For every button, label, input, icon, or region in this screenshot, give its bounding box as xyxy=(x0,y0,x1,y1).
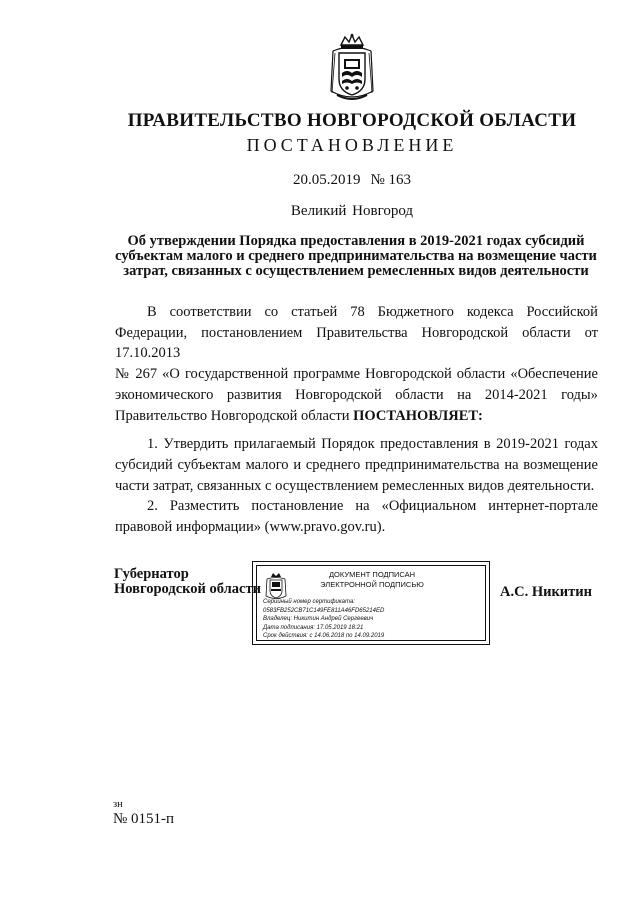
body-word: Разместить xyxy=(169,498,240,515)
city: Великий Новгород xyxy=(290,203,414,219)
certificate-serial: 0583FB252CB71C149FE811A46FD65214ED xyxy=(263,607,385,614)
body-word: В xyxy=(147,304,157,320)
subject-line: затрат, связанных с осуществлением ремесленных видов деятельности xyxy=(123,263,589,279)
body-word: «Официальном xyxy=(381,498,477,515)
body-line: № 267 «О государственной программе Новгородской области «Обеспечение xyxy=(115,366,598,383)
body-word: 2. xyxy=(147,498,158,515)
body-line: правовой информации» (www.pravo.gov.ru). xyxy=(115,519,386,536)
certificate-owner: Владелец: Никитин Андрей Сергеевич xyxy=(263,616,374,623)
body-line xyxy=(115,385,598,406)
document-subject xyxy=(112,234,600,279)
body-word: постановление xyxy=(251,498,344,515)
signer-name: А.С. Никитин xyxy=(500,584,592,600)
body-word: развития xyxy=(226,386,282,403)
body-line: субсидий субъектам малого и среднего предпринимательства на возмещение xyxy=(115,456,598,473)
body-word: 78 xyxy=(350,304,365,320)
document-type: ПОСТАНОВЛЕНИЕ xyxy=(246,135,458,155)
body-text: Правительство Новгородской области xyxy=(115,407,354,424)
body-line xyxy=(115,496,598,517)
body-word: Новгородской xyxy=(295,386,382,403)
body-word: со xyxy=(264,304,279,320)
signer-region: Новгородской области xyxy=(114,581,261,597)
executor-initials: зн xyxy=(113,799,123,810)
body-line xyxy=(115,406,598,427)
body-line: 1. Утвердить прилагаемый Порядок предоставления в 2019-2021 годах xyxy=(147,436,598,453)
subject-line: субъектам малого и среднего предпринимательства на возмещение части xyxy=(115,248,597,264)
body-word: годы» xyxy=(561,386,598,403)
body-word: экономического xyxy=(115,386,214,403)
registration-number: № 0151-п xyxy=(113,811,175,827)
government-title: ПРАВИТЕЛЬСТВО НОВГОРОДСКОЙ ОБЛАСТИ xyxy=(127,110,577,131)
body-line: части затрат, связанных с осуществлением ремесленных видов деятельности. xyxy=(115,477,595,494)
document-body xyxy=(115,302,598,538)
document-number: № 163 xyxy=(370,172,412,188)
electronic-signature-stamp xyxy=(252,561,490,645)
body-line xyxy=(115,302,598,323)
certificate-serial-label: Серийный номер сертификата: xyxy=(263,599,355,605)
body-word: соответствии xyxy=(169,304,252,320)
body-word: интернет-портале xyxy=(488,498,598,515)
body-word: Бюджетного xyxy=(377,304,454,320)
stamp-heading-line: ДОКУМЕНТ ПОДПИСАН xyxy=(328,570,416,579)
body-word: на xyxy=(457,386,472,403)
body-word: Российской xyxy=(526,304,598,320)
coat-of-arms-icon xyxy=(265,572,287,600)
stamp-inner-border xyxy=(256,565,486,641)
stamp-heading-line: ЭЛЕКТРОННОЙ ПОДПИСЬЮ xyxy=(320,580,424,589)
body-line: Федерации, постановлением Правительства Новгородской области от 17.10.2013 xyxy=(115,324,598,362)
certificate-validity: Срок действия: с 14.06.2018 по 14.09.2019 xyxy=(263,633,385,640)
subject-line: Об утверждении Порядка предоставления в 2019-2021 годах субсидий xyxy=(127,233,585,249)
document-footer xyxy=(113,798,174,826)
signing-date: Дата подписания: 17.05.2019 18:21 xyxy=(263,624,364,631)
body-word: кодекса xyxy=(466,304,514,320)
stamp-details xyxy=(263,598,384,641)
document-date: 20.05.2019 xyxy=(292,172,361,188)
signer-position: Губернатор xyxy=(114,566,189,582)
signer-title xyxy=(114,567,261,597)
resolution-keyword: ПОСТАНОВЛЯЕТ: xyxy=(353,407,483,424)
body-word: 2014-2021 xyxy=(484,386,548,403)
body-word: на xyxy=(355,498,370,515)
body-word: статьей xyxy=(291,304,338,320)
body-word: области xyxy=(395,386,444,403)
coat-of-arms-icon xyxy=(329,33,375,103)
date-number-line xyxy=(32,172,640,189)
stamp-heading xyxy=(297,570,447,590)
